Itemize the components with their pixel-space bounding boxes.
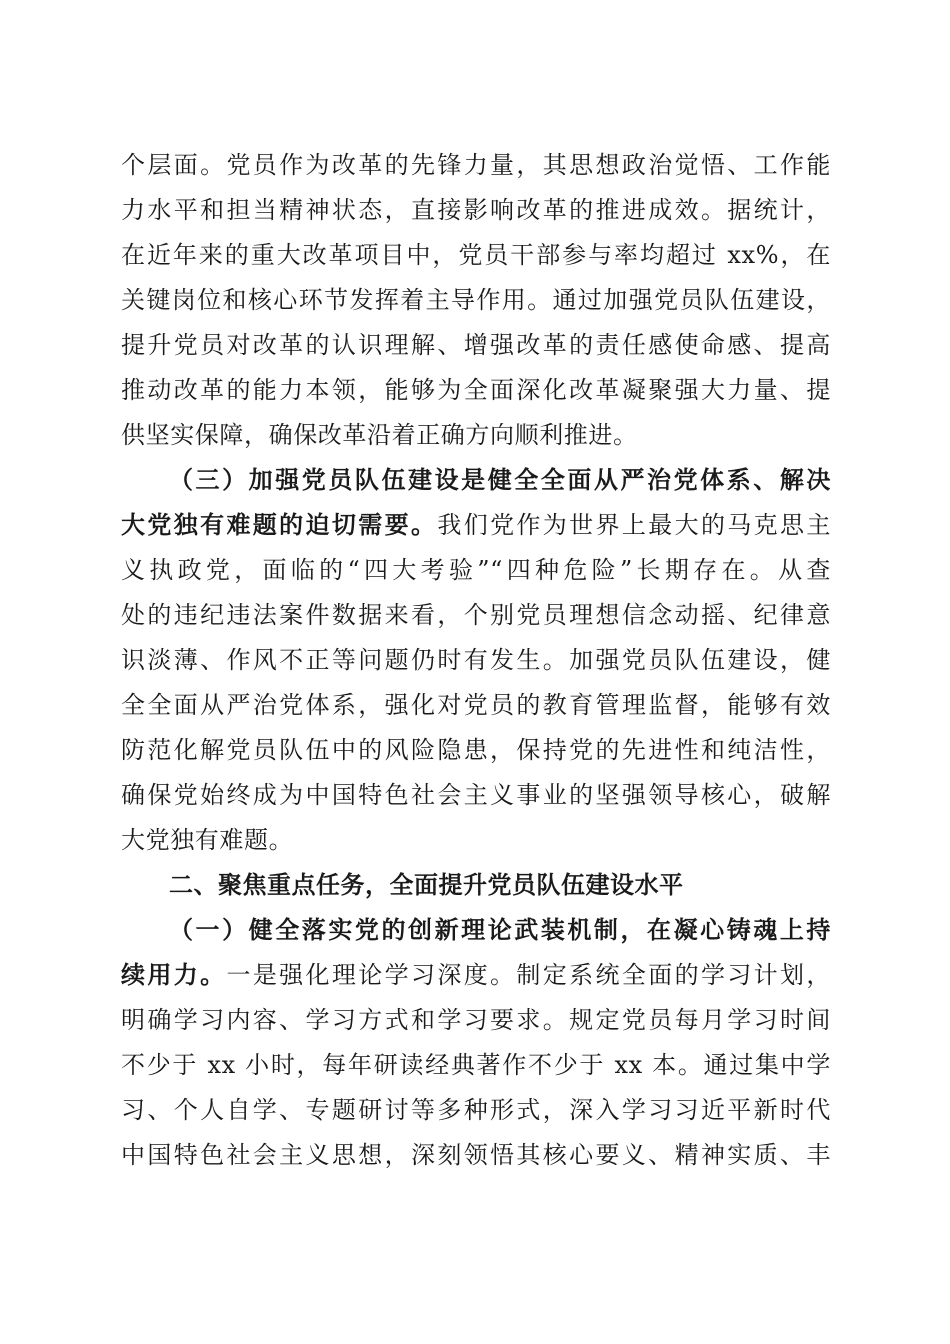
paragraph-text: 一是强化理论学习深度。制定系统全面的学习计划， <box>226 961 831 989</box>
paragraph-line: 义执政党，面临的“四大考验”“四种危险”长期存在。从查 <box>121 556 831 584</box>
paragraph-line: 不少于 xx 小时，每年研读经典著作不少于 xx 本。通过集中学 <box>121 1051 831 1079</box>
paragraph-line: 习、个人自学、专题研讨等多种形式，深入学习习近平新时代 <box>121 1096 831 1124</box>
paragraph-line: 大党独有难题。 <box>121 826 294 854</box>
subsection-heading-line: （三）加强党员队伍建设是健全全面从严治党体系、解决 <box>169 465 831 494</box>
paragraph-line: 供坚实保障，确保改革沿着正确方向顺利推进。 <box>121 421 638 449</box>
paragraph-line: 全全面从严治党体系，强化对党员的教育管理监督，能够有效 <box>121 691 831 719</box>
subsection-heading-mixed-line <box>121 960 831 990</box>
paragraph-line: 中国特色社会主义思想，深刻领悟其核心要义、精神实质、丰 <box>121 1141 831 1169</box>
subsection-heading-end: 大党独有难题的迫切需要。 <box>121 510 438 539</box>
paragraph-line: 识淡薄、作风不正等问题仍时有发生。加强党员队伍建设，健 <box>121 646 831 674</box>
paragraph-line: 确保党始终成为中国特色社会主义事业的坚强领导核心，破解 <box>121 781 831 809</box>
paragraph-line: 在近年来的重大改革项目中，党员干部参与率均超过 xx%，在 <box>121 241 831 269</box>
subsection-heading-end: 续用力。 <box>121 960 227 989</box>
paragraph-line: 力水平和担当精神状态，直接影响改革的推进成效。据统计， <box>121 196 831 224</box>
subsection-heading-line: （一）健全落实党的创新理论武装机制，在凝心铸魂上持 <box>169 915 831 944</box>
paragraph-line: 提升党员对改革的认识理解、增强改革的责任感使命感、提高 <box>121 331 831 359</box>
section-heading: 二、聚焦重点任务，全面提升党员队伍建设水平 <box>169 871 684 899</box>
paragraph-line: 关键岗位和核心环节发挥着主导作用。通过加强党员队伍建设， <box>121 286 831 314</box>
paragraph-line: 处的违纪违法案件数据来看，个别党员理想信念动摇、纪律意 <box>121 601 831 629</box>
subsection-heading-mixed-line <box>121 510 831 540</box>
paragraph-line: 推动改革的能力本领，能够为全面深化改革凝聚强大力量、提 <box>121 376 831 404</box>
paragraph-text: 我们党作为世界上最大的马克思主 <box>437 511 832 539</box>
paragraph-line: 明确学习内容、学习方式和学习要求。规定党员每月学习时间 <box>121 1006 831 1034</box>
paragraph-line: 防范化解党员队伍中的风险隐患，保持党的先进性和纯洁性， <box>121 736 831 764</box>
paragraph-line: 个层面。党员作为改革的先锋力量，其思想政治觉悟、工作能 <box>121 151 831 179</box>
